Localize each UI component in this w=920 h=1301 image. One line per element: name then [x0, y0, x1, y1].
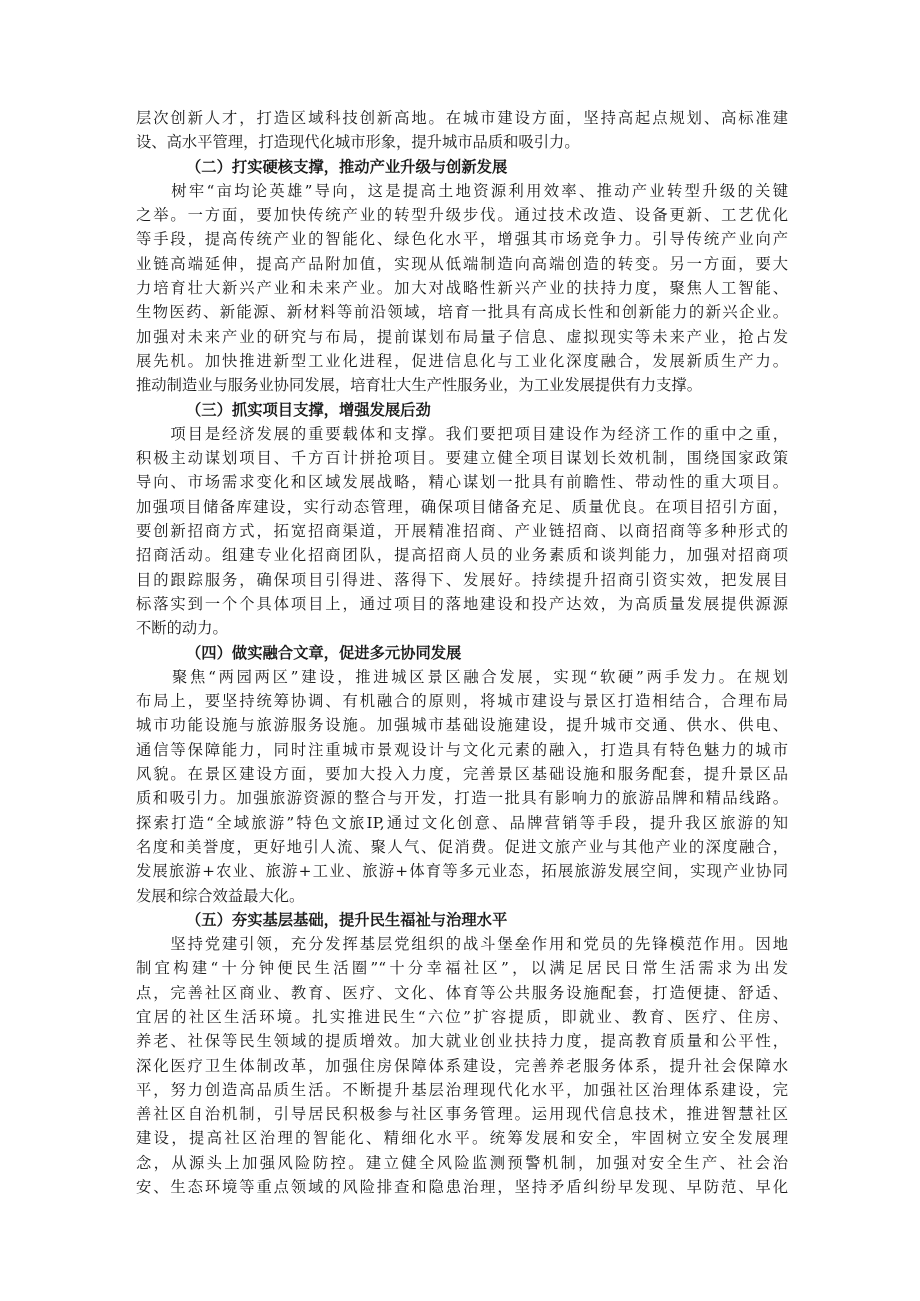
paragraph-line: 制宜构建“十分钟便民生活圈”“十分幸福社区”，以满足居民日常生活需求为出发	[136, 959, 788, 978]
paragraph-line: 安、生态环境等重点领域的风险排查和隐患治理，坚持矛盾纠纷早发现、早防范、早化	[136, 1178, 788, 1197]
paragraph-line: 风貌。在景区建设方面，要加大投入力度，完善景区基础设施和服务配套，提升景区品	[136, 765, 788, 784]
paragraph-line: 加强对未来产业的研究与布局，提前谋划布局量子信息、虚拟现实等未来产业，抢占发	[136, 327, 788, 346]
paragraph-line: 质和吸引力。加强旅游资源的整合与开发，打造一批具有影响力的旅游品牌和精品线路。	[136, 789, 788, 808]
paragraph-line: 名度和美誉度，更好地引人流、聚人气、促消费。促进文旅产业与其他产业的深度融合，	[136, 837, 788, 856]
paragraph-line: 标落实到一个个具体项目上，通过项目的落地建设和投产达效，为高质量发展提供源源	[136, 594, 788, 613]
paragraph-line: 目的跟踪服务，确保项目引得进、落得下、发展好。持续提升招商引资实效，把发展目	[136, 570, 788, 589]
section-heading: （五）夯实基层基础，提升民生福祉与治理水平	[186, 910, 508, 929]
paragraph-line: 发展旅游+农业、旅游+工业、旅游+体育等多元业态，拓展旅游发展空间，实现产业协同	[136, 862, 788, 881]
paragraph-line: 聚焦“两园两区”建设，推进城区景区融合发展，实现“软硬”两手发力。在规划	[136, 667, 788, 686]
paragraph-line: 念，从源头上加强风险防控。建立健全风险监测预警机制，加强对安全生产、社会治	[136, 1153, 788, 1172]
paragraph-line: 加强项目储备库建设，实行动态管理，确保项目储备充足、质量优良。在项目招引方面，	[136, 497, 788, 516]
paragraph-line: 层次创新人才，打造区域科技创新高地。在城市建设方面，坚持高起点规划、高标准建	[136, 109, 788, 127]
paragraph-line: 业链高端延伸，提高产品附加值，实现从低端制造向高端创造的转变。另一方面，要大	[136, 254, 788, 273]
paragraph-line: 养老、社保等民生领域的提质增效。加大就业创业扶持力度，提高教育质量和公平性，	[136, 1032, 788, 1051]
paragraph-line: 项目是经济发展的重要载体和支撑。我们要把项目建设作为经济工作的重中之重，	[136, 424, 788, 443]
paragraph-line: 要创新招商方式，拓宽招商渠道，开展精准招商、产业链招商、以商招商等多种形式的	[136, 522, 788, 541]
paragraph-line: 善社区自治机制，引导居民积极参与社区事务管理。运用现代信息技术，推进智慧社区	[136, 1105, 788, 1124]
section-heading: （三）抓实项目支撑，增强发展后劲	[186, 400, 431, 419]
paragraph-line: 城市功能设施与旅游服务设施。加强城市基础设施建设，提升城市交通、供水、供电、	[136, 716, 788, 735]
paragraph-line: 树牢“亩均论英雄”导向，这是提高土地资源利用效率、推动产业转型升级的关键	[136, 181, 788, 200]
paragraph-line: 建设，提高社区治理的智能化、精细化水平。统筹发展和安全，牢固树立安全发展理	[136, 1129, 788, 1148]
paragraph-line: 积极主动谋划项目、千方百计拼抢项目。要建立健全项目谋划长效机制，围绕国家政策	[136, 449, 788, 468]
paragraph-line: 点，完善社区商业、教育、医疗、文化、体育等公共服务设施配套，打造便捷、舒适、	[136, 983, 788, 1002]
paragraph-line: 不断的动力。	[136, 619, 228, 638]
paragraph-line: 生物医药、新能源、新材料等前沿领域，培育一批具有高成长性和创新能力的新兴企业。	[136, 303, 788, 322]
paragraph-line: 导向、市场需求变化和区域发展战略，精心谋划一批具有前瞻性、带动性的重大项目。	[136, 473, 788, 492]
paragraph-line: 推动制造业与服务业协同发展，培育壮大生产性服务业，为工业发展提供有力支撑。	[136, 376, 702, 395]
section-heading: （四）做实融合文章，促进多元协同发展	[186, 643, 462, 662]
paragraph-line: 布局上，要坚持统筹协调、有机融合的原则，将城市建设与景区打造相结合，合理布局	[136, 692, 788, 711]
paragraph-line: 力培育壮大新兴产业和未来产业。加大对战略性新兴产业的扶持力度，聚焦人工智能、	[136, 279, 788, 298]
paragraph-line: 等手段，提高传统产业的智能化、绿色化水平，增强其市场竞争力。引导传统产业向产	[136, 230, 788, 249]
paragraph-line: 坚持党建引领，充分发挥基层党组织的战斗堡垒作用和党员的先锋模范作用。因地	[136, 935, 788, 954]
document-page	[136, 106, 788, 1199]
paragraph-line: 展先机。加快推进新型工业化进程，促进信息化与工业化深度融合，发展新质生产力。	[136, 351, 788, 370]
paragraph-line: 招商活动。组建专业化招商团队，提高招商人员的业务素质和谈判能力，加强对招商项	[136, 546, 788, 565]
paragraph-line: 发展和综合效益最大化。	[136, 886, 305, 905]
paragraph-line: 设、高水平管理，打造现代化城市形象，提升城市品质和吸引力。	[136, 133, 580, 152]
paragraph-line: 之举。一方面，要加快传统产业的转型升级步伐。通过技术改造、设备更新、工艺优化	[136, 206, 788, 225]
paragraph-line: 宜居的社区生活环境。扎实推进民生“六位”扩容提质，即就业、教育、医疗、住房、	[136, 1007, 788, 1026]
paragraph-line: 通信等保障能力，同时注重城市景观设计与文化元素的融入，打造具有特色魅力的城市	[136, 740, 788, 759]
paragraph-line: 深化医疗卫生体制改革，加强住房保障体系建设，完善养老服务体系，提升社会保障水	[136, 1056, 788, 1075]
paragraph-line: 探索打造“全域旅游”特色文旅IP,通过文化创意、品牌营销等手段，提升我区旅游的知	[136, 813, 788, 832]
paragraph-line: 平，努力创造高品质生活。不断提升基层治理现代化水平，加强社区治理体系建设，完	[136, 1080, 788, 1099]
section-heading: （二）打实硬核支撑，推动产业升级与创新发展	[186, 157, 508, 176]
